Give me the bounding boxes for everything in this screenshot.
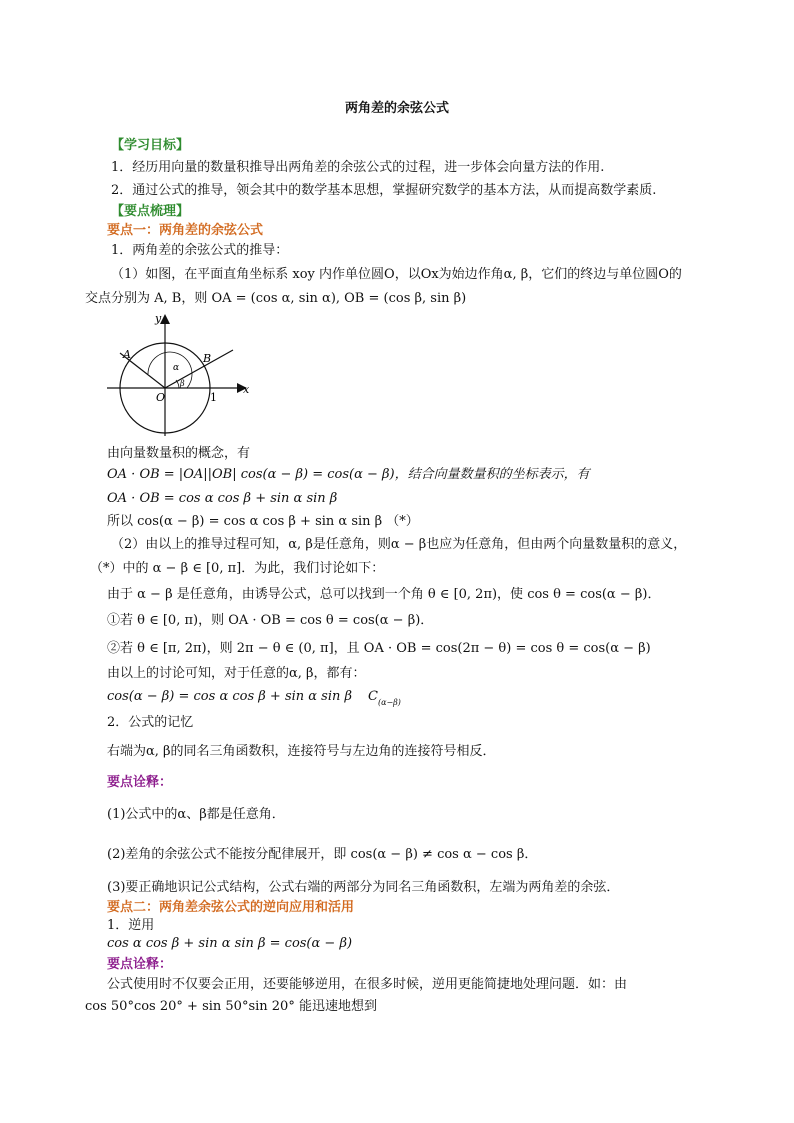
note-heading: 要点诠释： (107, 957, 173, 972)
unit-label: 1 (210, 391, 217, 404)
paragraph-line: cos 50°cos 20° + sin 50°sin 20° 能迅速地想到 (85, 999, 377, 1014)
paragraph-line: 由以上的讨论可知，对于任意的α, β，都有： (107, 666, 366, 681)
point-b-label: B (203, 352, 212, 365)
point2-heading: 要点二：两角差余弦公式的逆向应用和活用 (107, 900, 355, 915)
note-heading: 要点诠释： (107, 775, 173, 790)
formula-label-main: C (368, 689, 378, 704)
formula-line: 所以 cos(α − β) = cos α cos β + sin α sin β （*） (107, 514, 419, 529)
formula-line: OA · OB = |OA||OB| cos(α − β) = cos(α − β)，结合向量数量积的坐标表示，有 (107, 467, 590, 482)
beta-label: β (180, 379, 185, 388)
formula-line: cos(α − β) = cos α cos β + sin α sin β (107, 689, 353, 704)
paragraph-line: 交点分别为 A, B，则 OA = (cos α, sin α), OB = (cos β, sin β) (85, 291, 467, 306)
paragraph-line: （*）中的 α − β ∈ [0, π]．为此，我们讨论如下： (90, 561, 385, 576)
goal-item: 1．经历用向量的数量积推导出两角差的余弦公式的过程，进一步体会向量方法的作用. (111, 160, 605, 175)
y-axis-arrow-icon (160, 314, 170, 324)
y-axis-label: y (155, 312, 162, 325)
origin-label: O (156, 391, 166, 404)
goal-item: 2．通过公式的推导，领会其中的数学基本思想，掌握研究数学的基本方法，从而提高数学素质. (111, 183, 657, 198)
paragraph-line: （2）由以上的推导过程可知，α, β是任意角，则α − β也应为任意角，但由两个向量数量积的意义， (111, 537, 687, 552)
paragraph-line: 由于 α − β 是任意角，由诱导公式，总可以找到一个角 θ ∈ [0, 2π)，使 cos θ = cos(α − β)． (107, 587, 661, 602)
formula-label-sub: (α−β) (377, 698, 401, 707)
formula-line: cos α cos β + sin α sin β = cos(α − β) (107, 936, 353, 951)
angle-alpha-arc (148, 352, 192, 388)
point1-subheading: 2．公式的记忆 (107, 715, 194, 730)
case-line: ①若 θ ∈ [0, π)，则 OA · OB = cos θ = cos(α − β)． (107, 613, 434, 628)
paragraph-line: （1）如图，在平面直角坐标系 xoy 内作单位圆O，以Ox为始边作角α, β，它们的终边与单位圆O的 (111, 267, 682, 282)
paragraph-line: 右端为α, β的同名三角函数积，连接符号与左边角的连接符号相反． (107, 744, 496, 759)
paragraph-line: 由向量数量积的概念，有 (107, 446, 251, 461)
point1-heading: 要点一：两角差的余弦公式 (107, 223, 264, 238)
summary-heading: 【要点梳理】 (111, 204, 190, 219)
case-line: ②若 θ ∈ [π, 2π)，则 2π − θ ∈ (0, π]，且 OA · OB = cos(2π − θ) = cos θ = cos(α − β) (107, 641, 651, 656)
point2-subheading: 1．逆用 (107, 918, 155, 933)
goals-heading: 【学习目标】 (111, 138, 190, 153)
note-item: (2)差角的余弦公式不能按分配律展开，即 cos(α − β) ≠ cos α − cos β． (107, 847, 538, 862)
paragraph-line: 公式使用时不仅要会正用，还要能够逆用，在很多时候，逆用更能简捷地处理问题．如：由 (107, 977, 628, 992)
formula-label (368, 688, 401, 712)
alpha-label: α (173, 363, 180, 373)
formula-line: OA · OB = cos α cos β + sin α sin β (107, 491, 338, 506)
note-item: (1)公式中的α、β都是任意角． (107, 807, 285, 822)
page-title: 两角差的余弦公式 (344, 101, 449, 116)
x-axis-label: x (243, 383, 250, 396)
point1-subheading: 1．两角差的余弦公式的推导： (111, 243, 289, 258)
unit-circle-figure (105, 310, 255, 440)
point-a-label: A (123, 348, 131, 361)
note-item: (3)要正确地识记公式结构，公式右端的两部分为同名三角函数积，左端为两角差的余弦． (107, 880, 620, 895)
